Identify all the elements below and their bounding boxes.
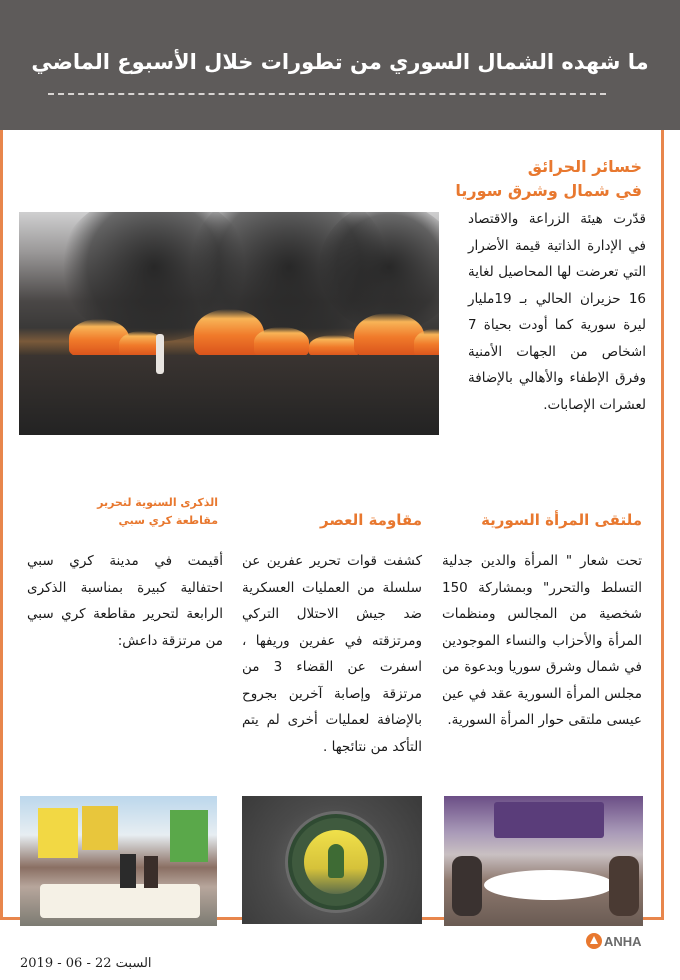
resistance-heading: مقاومة العصر (320, 511, 422, 529)
firefighter-figure (156, 334, 164, 374)
page-title: ما شهده الشمال السوري من تطورات خلال الأسبوع الماضي (31, 50, 649, 74)
women-forum-text: تحت شعار " المرأة والدين جدلية التسلط والتحرر" وبمشاركة 150 شخصية من المجالس ومنظمات المرأة والأحزاب والنساء الموجودين في شمال وشرق سوريا وبدعوة من مجلس المرأة السورية عقد في عين عيسى ملتقى حوار المرأة السورية. (442, 553, 642, 728)
resistance-emblem-photo (242, 796, 422, 924)
fire-heading-line1: خسائر الحرائق (527, 157, 642, 176)
fire-heading-line2: في شمال وشرق سوريا (455, 181, 642, 200)
anniversary-text: أقيمت في مدينة كري سبي احتفالية كبيرة بمناسبة الذكرى الرابعة لتحرير مقاطعة كري سبي من مرتزقة داعش: (27, 553, 223, 649)
celebration-photo (20, 796, 217, 926)
fire-section-heading (342, 155, 642, 203)
women-forum-photo (444, 796, 643, 926)
anha-logo (585, 930, 645, 952)
issue-date: السبت 22 - 06 - 2019 (20, 956, 152, 971)
fighter-silhouette-icon (328, 844, 344, 878)
anniversary-heading-line2: مقاطعة كري سبي (118, 514, 218, 527)
header-divider (48, 93, 606, 95)
women-forum-heading: ملتقى المرأة السورية (481, 511, 642, 529)
fire-section-text: قدّرت هيئة الزراعة والاقتصاد في الإدارة الذاتية قيمة الأضرار التي تعرضت لها المحاصيل لغاية 16 حزيران الحالي بـ 19مليار ليرة سورية كما أودت بحياة 7 اشخاص من الجهات الأمنية وفرق الإطفاء والأهالي بالإضافة لعشرات الإصابات. (468, 211, 646, 413)
resistance-text: كشفت قوات تحرير عفرين عن سلسلة من العمليات العسكرية ضد جيش الاحتلال التركي ومرتزقته في عفرين وريفها ، اسفرت عن القضاء 3 من مرتزقة وإصابة آخرين بجروح بالإضافة لعمليات أخرى لم يتم التأكد من نتائجها . (242, 553, 422, 755)
anha-logo-text: ANHA (604, 934, 642, 949)
anniversary-heading-line1: الذكرى السنوية لتحرير (97, 496, 218, 509)
afrin-forces-emblem (288, 814, 384, 910)
wildfire-photo (19, 212, 439, 435)
anniversary-heading (18, 494, 218, 530)
page-header (0, 0, 680, 130)
